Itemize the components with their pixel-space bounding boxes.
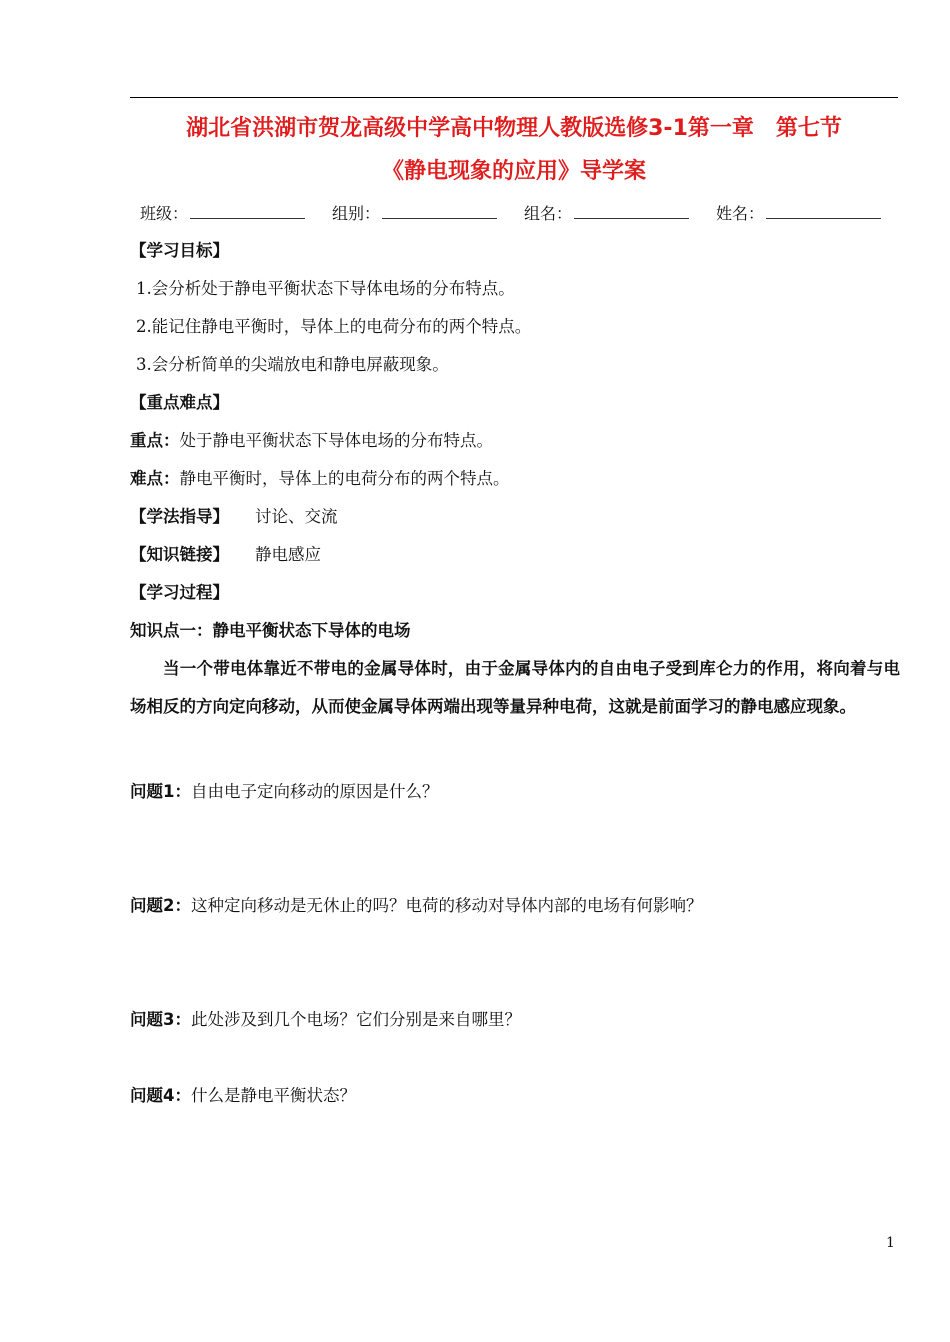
question-2-text: 这种定向移动是无休止的吗？电荷的移动对导体内部的电场有何影响？ — [190, 896, 703, 915]
link-heading: 【知识链接】 — [130, 545, 229, 564]
question-4 — [130, 1083, 356, 1109]
question-3-text: 此处涉及到几个电场？它们分别是来自哪里？ — [190, 1010, 521, 1029]
group-field[interactable] — [332, 200, 497, 227]
class-blank[interactable] — [190, 200, 305, 219]
method-heading: 【学法指导】 — [130, 507, 229, 526]
student-name-field-label: 姓名： — [716, 204, 765, 223]
keypoints-heading: 【重点难点】 — [130, 393, 229, 412]
question-1-text: 自由电子定向移动的原因是什么？ — [190, 782, 439, 801]
hard-point-label: 难点： — [130, 469, 180, 488]
question-1-label: 问题1： — [130, 782, 191, 801]
method-line — [130, 504, 338, 530]
link-text: 静电感应 — [255, 545, 321, 564]
document-title-line2: 《静电现象的应用》导学案 — [381, 159, 646, 184]
question-3-label: 问题3： — [130, 1010, 191, 1029]
group-name-field-label: 组名： — [524, 204, 573, 223]
student-name-blank[interactable] — [766, 200, 881, 219]
class-field-label: 班级： — [140, 204, 189, 223]
method-text: 讨论、交流 — [255, 507, 338, 526]
hard-point-line — [130, 466, 510, 492]
goal-item-1: 1.会分析处于静电平衡状态下导体电场的分布特点。 — [136, 279, 515, 298]
knowledge-point-1-title: 知识点一：静电平衡状态下导体的电场 — [130, 621, 411, 640]
student-info-fields — [140, 200, 900, 226]
question-2 — [130, 893, 702, 919]
question-3 — [130, 1007, 521, 1033]
document-title-line1: 湖北省洪湖市贺龙高级中学高中物理人教版选修3-1第一章 第七节 — [186, 116, 842, 141]
goals-heading: 【学习目标】 — [130, 241, 229, 260]
link-line — [130, 542, 321, 568]
header-rule — [130, 97, 898, 98]
hard-point-text: 静电平衡时，导体上的电荷分布的两个特点。 — [179, 469, 510, 488]
question-1 — [130, 779, 438, 805]
group-blank[interactable] — [382, 200, 497, 219]
class-field[interactable] — [140, 200, 305, 227]
question-2-label: 问题2： — [130, 896, 191, 915]
page-number: 1 — [886, 1235, 895, 1251]
goal-item-3: 3.会分析简单的尖端放电和静电屏蔽现象。 — [136, 355, 449, 374]
key-point-line — [130, 428, 493, 454]
question-4-text: 什么是静电平衡状态？ — [190, 1086, 356, 1105]
question-4-label: 问题4： — [130, 1086, 191, 1105]
intro-paragraph: 当一个带电体靠近不带电的金属导体时，由于金属导体内的自由电子受到库仑力的作用，将向着与电场相反的方向定向移动，从而使金属导体两端出现等量异种电荷，这就是前面学习的静电感应现象。 — [130, 659, 900, 716]
group-name-blank[interactable] — [574, 200, 689, 219]
student-name-field[interactable] — [716, 200, 881, 227]
goal-item-2: 2.能记住静电平衡时，导体上的电荷分布的两个特点。 — [136, 317, 532, 336]
key-point-text: 处于静电平衡状态下导体电场的分布特点。 — [179, 431, 493, 450]
group-field-label: 组别： — [332, 204, 381, 223]
group-name-field[interactable] — [524, 200, 689, 227]
key-point-label: 重点： — [130, 431, 180, 450]
process-heading: 【学习过程】 — [130, 583, 229, 602]
